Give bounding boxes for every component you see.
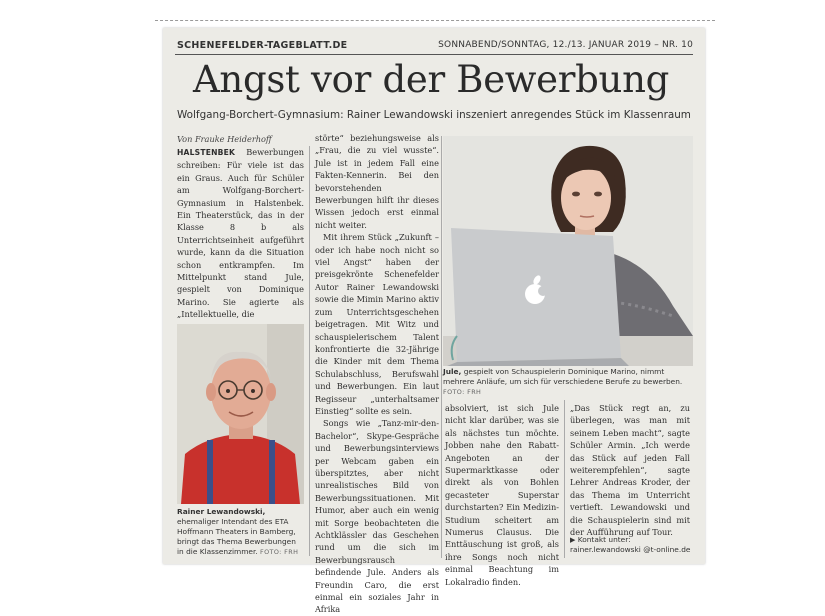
- column-1-text: Bewerbungen schreiben: Für viele ist das ein Graus. Auch für Schüler am Wolfgang-Borchert-Gymnasium in Halstenbek. Ein Theaterstück, das in der Klasse 8 b als Unterrichtseinheit aufgeführt wurde, kann da die Situation schon entkrampfen. Im Mittelpunkt stand Jule, gespielt von Dominique Marino. Sie agierte als „Intellektuelle, die: [177, 147, 304, 320]
- column-divider: [564, 400, 565, 558]
- portrait-caption-text: ehemaliger Intendant des ETA Hoffmann Theaters in Bamberg, bringt das Thema Bewerbungen in die Klassenzimmer.: [177, 517, 296, 556]
- column-2-paragraph-1: störte“ beziehungsweise als „Frau, die zu viel wusste“. Jule ist in jedem Fall eine Fakten-Kennerin. Bei den bevorstehenden Bewerbungen hilft ihr dieses Wissen jedoch erst einmal nicht weiter.: [315, 133, 439, 230]
- column-divider: [441, 136, 442, 558]
- portrait-caption: [177, 507, 304, 559]
- article-column-2: [315, 132, 439, 615]
- article-column-1: [177, 146, 304, 320]
- actress-photo-credit: FOTO: FRH: [443, 388, 482, 396]
- subheadline: Wolfgang-Borchert-Gymnasium: Rainer Lewandowski inszeniert anregendes Stück im Klassenraum: [177, 109, 691, 121]
- portrait-photo: [177, 324, 304, 504]
- column-4-text: „Das Stück regt an, zu überlegen, was man mit seinem Leben macht“, sagte Schüler Armin. „Ich werde das Stück auf jeden Fall weiterempfehlen“, sagte Lehrer Andreas Kroder, der das Thema im Unterricht vertieft. Lewandowski und die Schauspielerin sind mit der Aufführung auf Tour.: [570, 403, 690, 538]
- dateline: HALSTENBEK: [177, 148, 236, 157]
- issue-date: SONNABEND/SONNTAG, 12./13. JANUAR 2019 – NR. 10: [438, 40, 693, 50]
- actress-caption: [443, 367, 693, 396]
- portrait-photo-credit: FOTO: FRH: [260, 548, 299, 556]
- column-3-text: absolviert, ist sich Jule nicht klar darüber, was sie als nächstes tun möchte. Jobben nahe den Rabatt-Angeboten an der Supermarktkasse oder direkt als von Bohlen gecasteter Superstar durchstarten? Ein Medizin-Studium scheitert am Numerus Clausus. Die Enttäuschung ist groß, als ihre Songs noch nicht einmal Beachtung im Lokalradio finden.: [445, 403, 559, 587]
- newspaper-clipping: [163, 28, 705, 615]
- article-column-3: [445, 402, 559, 587]
- column-divider: [309, 146, 310, 556]
- portrait-image: [177, 324, 304, 504]
- column-2-paragraph-2: Mit ihrem Stück „Zukunft – oder ich habe noch nicht so viel Angst“ haben der preisgekrönte Schenefelder Autor Rainer Lewandowski sowie die Mimin Marino aktiv zum Unterrichtsgeschehen beigetragen. Mit Witz und schauspielerischem Talent konfrontierte die 32-Jährige die Kinder mit dem Thema Schulabschluss, Berufswahl und Bewerbungen. Ein laut Regisseur „unterhaltsamer Einstieg“ sollte es sein.: [315, 232, 439, 416]
- actress-image: [443, 136, 693, 366]
- arrow-right-icon: ▶: [570, 536, 576, 544]
- actress-caption-name: Jule,: [443, 367, 462, 376]
- column-2-paragraph-3: Songs wie „Tanz-mir-den-Bachelor“, Skype-Gespräche und Bewerbungsinterviews per Webcam gaben ein überspitztes, aber nicht unrealistisches Bild von Bewerbungssituationen. Mit Humor, aber auch ein wenig mit Sorge beobachteten die Achtklässler das Geschehen rund um die sich im Bewerbungsrausch befindende Jule. Anders als Freundin Caro, die erst einmal ein soziales Jahr in Afrika: [315, 418, 439, 615]
- portrait-caption-name: Rainer Lewandowski,: [177, 507, 266, 516]
- byline: Von Frauke Heiderhoff: [177, 134, 272, 144]
- article-column-4: [570, 402, 690, 538]
- headline: Angst vor der Bewerbung: [193, 58, 669, 101]
- newspaper-name: SCHENEFELDER-TAGEBLATT.DE: [177, 40, 348, 51]
- actress-photo: [443, 136, 693, 366]
- contact-note: [570, 535, 692, 559]
- contact-text: Kontakt unter: rainer.lewandowski @t-online.de: [570, 535, 691, 554]
- actress-caption-text: gespielt von Schauspielerin Dominique Marino, nimmt mehrere Anläufe, um sich für verschiedene Berufe zu bewerben.: [443, 367, 683, 386]
- masthead-rule: [175, 54, 693, 55]
